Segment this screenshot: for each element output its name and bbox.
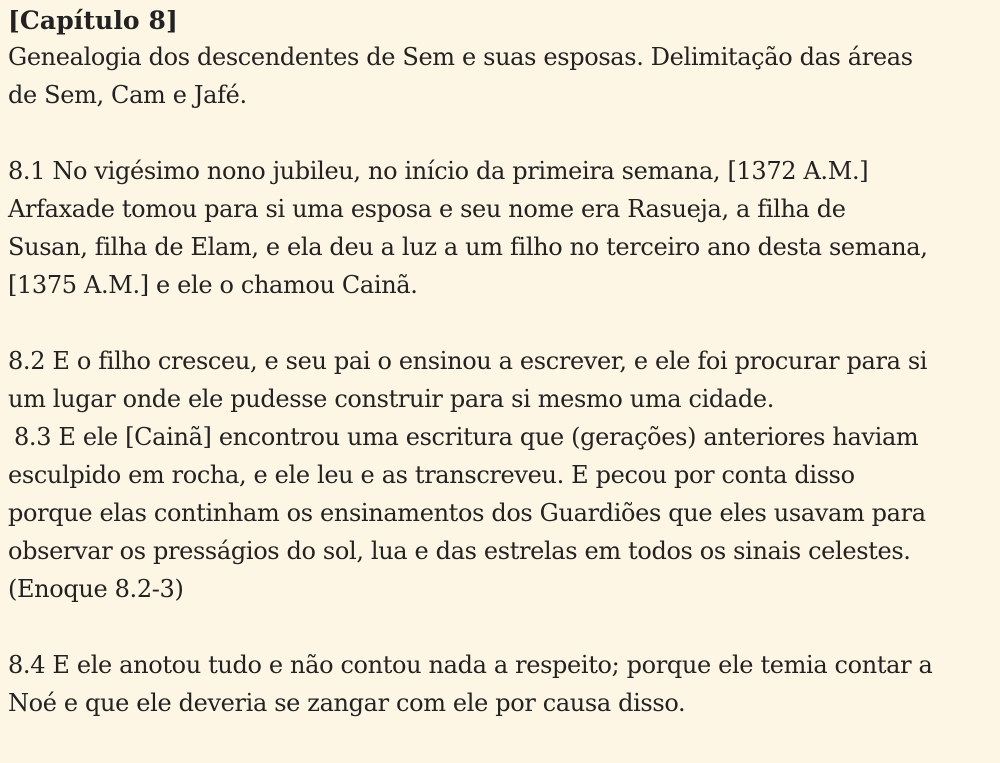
chapter-title: [Capítulo 8] — [8, 6, 178, 35]
verse-line: Noé e que ele deveria se zangar com ele por causa disso. — [8, 689, 686, 717]
verse-line: [1375 A.M.] e ele o chamou Cainã. — [8, 271, 418, 299]
verse-8-1 — [8, 152, 992, 304]
verse-8-4 — [8, 646, 992, 722]
summary-line: Genealogia dos descendentes de Sem e suas esposas. Delimitação das áreas — [8, 43, 913, 71]
verse-line: 8.4 E ele anotou tudo e não contou nada a respeito; porque ele temia contar a — [8, 651, 933, 679]
paragraph-gap — [8, 608, 992, 646]
verse-line: 8.1 No vigésimo nono jubileu, no início da primeira semana, [1372 A.M.] — [8, 157, 869, 185]
verse-8-3 — [8, 418, 992, 608]
verse-line: 8.3 E ele [Cainã] encontrou uma escritura que (gerações) anteriores haviam — [14, 423, 919, 451]
verse-line: 8.2 E o filho cresceu, e seu pai o ensinou a escrever, e ele foi procurar para si — [8, 347, 928, 375]
paragraph-gap — [8, 304, 992, 342]
verse-line: (Enoque 8.2-3) — [8, 575, 184, 603]
verse-line: esculpido em rocha, e ele leu e as transcreveu. E pecou por conta disso — [8, 461, 855, 489]
verse-line: Susan, filha de Elam, e ela deu a luz a um filho no terceiro ano desta semana, — [8, 233, 928, 261]
verse-line: observar os presságios do sol, lua e das estrelas em todos os sinais celestes. — [8, 537, 911, 565]
chapter-summary — [8, 38, 992, 114]
verse-line: Arfaxade tomou para si uma esposa e seu nome era Rasueja, a filha de — [8, 195, 846, 223]
verse-8-2 — [8, 342, 992, 418]
summary-line: de Sem, Cam e Jafé. — [8, 81, 247, 109]
verse-line: porque elas continham os ensinamentos dos Guardiões que eles usavam para — [8, 499, 926, 527]
paragraph-gap — [8, 114, 992, 152]
verse-line: um lugar onde ele pudesse construir para si mesmo uma cidade. — [8, 385, 775, 413]
